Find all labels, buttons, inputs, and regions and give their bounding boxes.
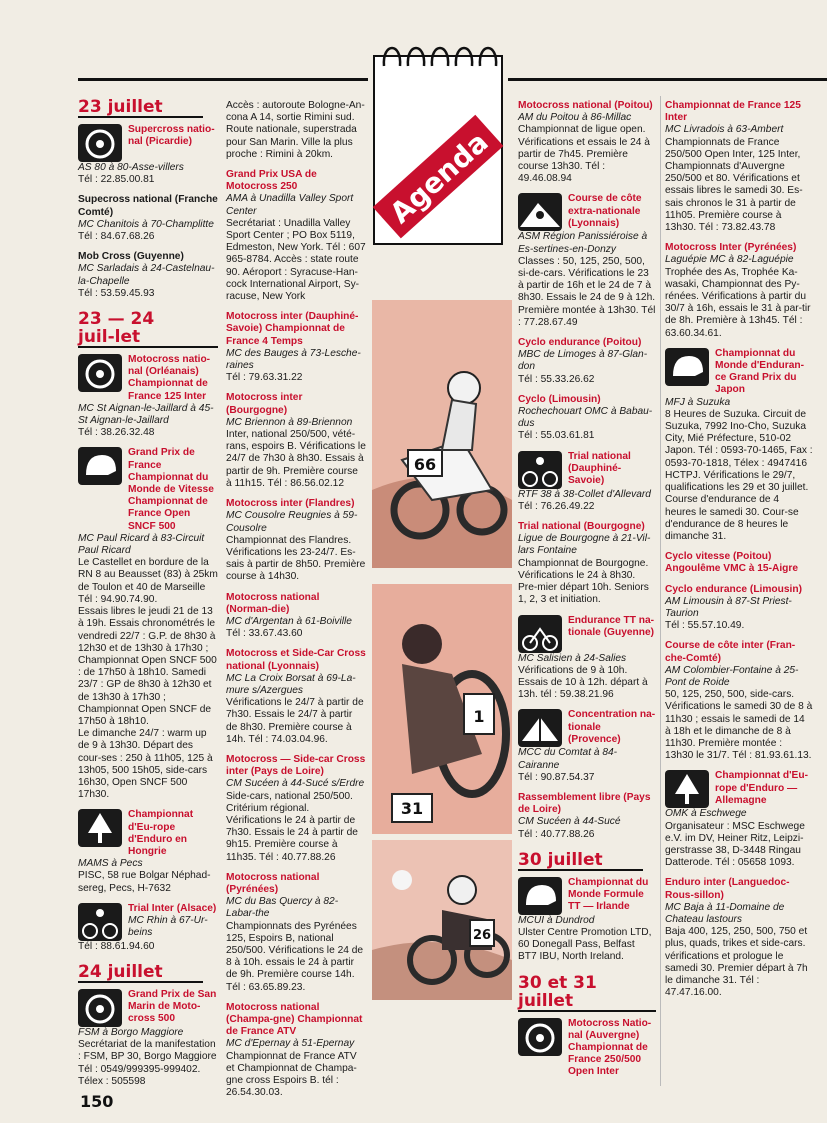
column-divider	[660, 96, 661, 1086]
event-club: MC Paul Ricard à 83-Circuit Paul Ricard	[78, 532, 205, 557]
event-body: Accès : autoroute Bologne-An-cona A 14, sortie Rimini sud. Route nationale, superstrada pour San Marin. Ville la plus proche : Rimini à 20km.	[226, 100, 365, 160]
event-entry	[665, 770, 813, 869]
event-body: Inter, national 250/500, vété-rans, espoirs B. Vérifications le 24/7 de 7h30 à 8h30. Essais à partir de 9h. Première course à 11h15. Tél : 86.56.02.12	[226, 429, 366, 489]
date-heading: 30 juillet	[518, 851, 643, 871]
event-title: Grand Prix de France Championnat du Monde de Vitesse Championnat de France Open SNCF 500	[128, 447, 214, 532]
header-rule-left	[78, 78, 368, 81]
event-body: Secrétariat : Unadilla Valley Sport Center ; PO Box 5119, Edmeston, New York. Tél : 607 965-8784. Accès : state route 90. Aéroport : Syracuse-Han-cock International Airport, Sy-racuse, New York	[226, 217, 366, 303]
event-body: Championnat de France ATV et Championnat de Champa-gne cross Espoirs B. tél : 26.54.30.03.	[226, 1050, 357, 1099]
event-club: MC La Croix Borsat à 69-La-mure s/Azergues	[226, 672, 356, 696]
event-tel: Tél : 53.59.45.93	[78, 287, 155, 299]
event-entry	[665, 640, 813, 762]
column-2	[226, 100, 366, 1107]
event-entry	[78, 447, 218, 801]
event-club: MC Sarladais à 24-Castelnau-la-Chapelle	[78, 263, 215, 287]
event-club: MC Cousolre Reugnies à 59-Cousolre	[226, 510, 358, 534]
event-tel: Tél : 79.63.31.22	[226, 372, 303, 384]
event-title: Championnat du Monde d'Enduran-ce Grand Prix du Japon	[715, 347, 805, 396]
agenda-label: Agenda	[383, 125, 495, 230]
date-heading: 23 juillet	[78, 98, 203, 118]
event-club: OMK à Eschwege	[665, 808, 747, 820]
event-entry	[665, 551, 813, 575]
tent-icon	[518, 709, 562, 747]
event-body: Trophée des As, Trophée Ka-wasaki, Championnat des Py-rénées. Vérifications à partir du 30/7 à 16h, essais le 31 à par-tir de 8h. Première à 13h45. Tél : 63.60.34.61.	[665, 266, 811, 339]
event-body: 50, 125, 250, 500, side-cars. Vérifications le samedi 30 de 8 à 11h30 ; essais le samedi de 14 à 18h et le dimanche de 8 à 11h30. Première montée : 13h30 le 31/7. Tél : 81.93.61.13.	[665, 689, 813, 762]
event-entry	[518, 615, 656, 702]
motorcycle-wheel-icon	[78, 989, 122, 1027]
event-club: MBC de Limoges à 87-Glan-don	[518, 349, 648, 373]
event-entry	[78, 251, 218, 300]
event-club: AMA à Unadilla Valley Sport Center	[226, 193, 354, 217]
event-tel: Tél : 40.77.88.26	[518, 828, 595, 840]
event-entry	[226, 1002, 366, 1100]
event-title: Championnat d'Eu-rope d'Enduro en Hongrie	[128, 809, 194, 857]
event-entry	[226, 311, 366, 384]
motocross-photo-2	[372, 584, 512, 834]
event-title: Concentration na-tionale (Provence)	[568, 709, 656, 745]
event-tel: Tél : 94.90.74.90.	[78, 593, 158, 605]
event-entry	[518, 792, 656, 841]
event-club: RTF 38 à 38-Collet d'Allevard	[518, 488, 651, 500]
event-body: Le dimanche 24/7 : warm up de 9 à 13h30. Départ des cour-ses : 250 à 11h05, 125 à 13h05, 500 15h05, side-cars 16h30, Open SNCF 500 17h30.	[78, 728, 213, 801]
enduro-rider-icon	[518, 615, 562, 653]
event-entry	[226, 872, 366, 994]
event-club: MCC du Comtat à 84-Cairanne	[518, 747, 618, 771]
event-entry	[226, 169, 366, 303]
helmet-icon	[665, 348, 709, 386]
event-entry	[226, 100, 366, 161]
event-tel: Tél : 76.26.49.22	[518, 500, 595, 512]
event-title: Motocross national (Norman-die)	[226, 591, 320, 615]
event-body: Classes : 50, 125, 250, 500, si-de-cars. Vérifications le 23 à partir de 16h et le 24 de 7 à 8h30. Essais le 24 de 9 à 12h. Première montée à 13h30. Tél : 77.28.67.49	[518, 255, 656, 328]
svg-text:26: 26	[472, 928, 492, 943]
trial-rider-icon	[518, 451, 562, 489]
event-title: Motocross inter (Bourgogne)	[226, 392, 303, 416]
event-title: Trial national (Dauphiné-Savoie)	[568, 450, 631, 487]
event-title: Supercross natio-nal (Picardie)	[128, 124, 215, 148]
event-entry	[518, 451, 656, 513]
event-entry	[78, 354, 218, 439]
event-club: FSM à Borgo Maggiore	[78, 1026, 184, 1038]
event-title: Motocross national (Pyrénées)	[226, 871, 320, 895]
event-club: Rochechouart OMC à Babau-dus	[518, 406, 653, 430]
event-title: Championnat du Monde Formule TT — Irlande	[568, 876, 649, 913]
event-club: AM Colombier-Fontaine à 25-Pont de Roide	[665, 664, 799, 688]
event-title: Grand Prix USA de Motocross 250	[226, 169, 317, 193]
event-club: Ligue de Bourgogne à 21-Vil-lars Fontaine	[518, 533, 651, 557]
event-body: Secrétariat de la manifestation : FSM, BP 30, Borgo Maggiore Tél : 0549/999395-999402. Télex : 505598	[78, 1039, 217, 1087]
event-club: MC d'Argentan à 61-Boiville	[226, 615, 352, 627]
event-entry	[518, 521, 656, 606]
event-title: Trial Inter (Alsace)	[128, 902, 217, 914]
event-entry	[226, 592, 366, 641]
event-title: Motocross — Side-car Cross inter (Pays de Loire)	[226, 753, 366, 778]
event-title: Course de côte inter (Fran-che-Comté)	[665, 640, 796, 664]
event-club: AM Limousin à 87-St Priest-Taurion	[665, 595, 792, 619]
event-club: MAMS à Pecs	[78, 858, 143, 870]
motocross-photo-3	[372, 840, 512, 1000]
event-body: Vérifications de 9 à 10h. Essais de 10 à 12h. départ à 13h. tél : 59.38.21.96	[518, 664, 648, 701]
event-body: Side-cars, national 250/500. Critérium régional. Vérifications le 24 à partir de 7h30. Essais le 24 à partir de 9h15. Première course à 11h35. Tél : 40.77.88.26	[226, 790, 358, 863]
event-title: Grand Prix de San Marin de Moto-cross 500	[128, 988, 217, 1025]
date-heading: 30 et 31 juillet	[518, 974, 656, 1012]
header-rule-right	[508, 78, 827, 81]
event-club: MC Briennon à 89-Briennon	[226, 416, 353, 428]
event-entry	[518, 193, 656, 329]
helmet-icon	[78, 447, 122, 485]
event-title: Motocross Natio-nal (Auvergne) Championnat de France 250/500 Open Inter	[568, 1017, 652, 1078]
event-title: Cyclo (Limousin)	[518, 393, 601, 405]
date-heading: 23 — 24 juil-let	[78, 310, 218, 348]
column-4	[665, 100, 813, 1007]
event-title: Mob Cross (Guyenne)	[78, 251, 184, 263]
hill-climb-icon	[518, 193, 562, 231]
event-club: AS 80 à 80-Asse-villers	[78, 162, 184, 173]
event-tel: Tél : 22.85.00.81	[78, 174, 155, 186]
event-body: Championnats des Pyrénées 125, Espoirs B, national 250/500. Vérifications le 24 de 8 à 10h. essais le 24 à partir de 9h. Première course 14h. Tél : 63.65.89.23.	[226, 920, 364, 993]
event-title: Motocross national (Champa-gne) Championnat de France ATV	[226, 1001, 363, 1038]
event-club: MFJ à Suzuka	[665, 396, 731, 408]
event-tel: Tél : 38.26.32.48	[78, 427, 155, 439]
column-3	[518, 100, 656, 1087]
event-title: Supecross national (Franche Comté)	[78, 194, 218, 218]
event-tel: Tél : 88.61.94.60	[78, 940, 155, 952]
column-1	[78, 96, 218, 1096]
date-heading: 24 juillet	[78, 963, 203, 983]
enduro-tree-icon	[78, 809, 122, 847]
event-club: MCUI à Dundrod	[518, 914, 595, 926]
event-title: Motocross natio-nal (Orléanais) Championnat de France 125 Inter	[128, 354, 211, 402]
event-body: Championnats de France 250/500 Open Inter, 125 Inter, Championnats d'Auvergne 250/500 et 80. Vérifications et essais libres le samedi 30. Es-sais chronos le 31 à partir de 11h05. Première course à 13h30. Tél : 73.82.43.78	[665, 136, 803, 234]
event-title: Championnat d'Eu-rope d'Enduro — Allemagne	[715, 770, 808, 806]
event-body: PISC, 58 rue Bolgar Néphad-sereg, Pecs, H-7632	[78, 870, 211, 894]
event-tel: Tél : 55.03.61.81	[518, 430, 595, 442]
event-body: Vérifications le 24/7 à partir de 7h30. Essais le 24/7 à partir de 8h30. Première course à 14h. Tél : 74.03.04.96.	[226, 697, 364, 745]
event-club: MC Salisien à 24-Salies	[518, 652, 627, 664]
event-entry	[78, 194, 218, 243]
event-body: Championnat des Flandres. Vérifications les 23-24/7. Es-sais à partir de 8h50. Première course à 14h30.	[226, 534, 366, 583]
event-club: AM du Poitou à 86-Millac	[518, 112, 632, 124]
event-entry	[518, 877, 656, 964]
motorcycle-wheel-icon	[518, 1018, 562, 1056]
motocross-photo-1	[372, 300, 512, 568]
motorcycle-wheel-icon	[78, 354, 122, 392]
event-club: ASM Région Panissiéroise à Es-sertines-en-Donzy	[518, 231, 648, 255]
event-entry	[665, 584, 813, 633]
event-body: 8 Heures de Suzuka. Circuit de Suzuka, 7992 Ino-Cho, Suzuka City, Mié Préfecture, 510-02 Japon. Tél : 0593-70-1465, Fax : 0593-70-1818, Télex : 4947416 HCTPJ. Vérifications le 29/7, qualifications les 29 et 30 juillet. Course d'endurance de 4 heures le samedi 30. Cour-se d'endurance de 8 heures le dimanche 31.	[665, 408, 813, 542]
event-club: CM Sucéen à 44-Sucé s/Erdre	[226, 778, 365, 790]
event-entry	[226, 754, 366, 864]
event-entry	[226, 392, 366, 490]
event-club: MC des Bauges à 73-Lesche-raines	[226, 347, 361, 372]
event-club: MC Rhin à 67-Ur-beins	[128, 914, 208, 939]
event-body: Baja 400, 125, 250, 500, 750 et plus, quads, trikes et side-cars. vérifications et prologue le samedi 30. Premier départ à 7h le dimanche 31. Tél : 47.47.16.00.	[665, 926, 808, 999]
event-body: Championnat de ligue open. Vérifications et essais le 24 à partir de 7h45. Première course 13h30. Tél : 49.46.08.94	[518, 124, 650, 185]
svg-text:1: 1	[473, 707, 485, 726]
event-club: CM Sucéen à 44-Sucé	[518, 816, 621, 828]
event-title: Motocross et Side-Car Cross national (Lyonnais)	[226, 648, 366, 672]
event-entry	[78, 903, 218, 953]
event-club: MC Chanitois à 70-Champlitte	[78, 218, 214, 230]
event-entry	[226, 648, 366, 746]
event-title: Course de côte extra-nationale (Lyonnais)	[568, 193, 642, 229]
event-tel: Tél : 55.57.10.49.	[665, 620, 745, 632]
event-body: Le Castellet en bordure de la RN 8 au Beausset (83) à 25km de Toulon et 40 de Marseille	[78, 557, 218, 593]
event-club: MC St Aignan-le-Jaillard à 45-St Aignan-le-Jaillard	[78, 402, 214, 427]
event-title: Motocross inter (Dauphiné-Savoie) Championnat de France 4 Temps	[226, 311, 359, 347]
event-title: Trial national (Bourgogne)	[518, 521, 645, 533]
event-title: Cyclo vitesse (Poitou) Angoulême VMC à 15-Aigre	[665, 551, 799, 575]
event-entry	[78, 124, 218, 186]
event-club: MC Baja à 11-Domaine de Chateau lastours	[665, 901, 785, 925]
event-entry	[665, 100, 813, 234]
event-title: Motocross inter (Flandres)	[226, 498, 355, 510]
event-entry	[518, 394, 656, 443]
event-entry	[518, 337, 656, 386]
enduro-tree-icon	[665, 770, 709, 808]
event-body: Championnat de Bourgogne. Vérifications le 24 à 8h30. Pre-mier départ 10h. Seniors 1, 2, 3 et initiation.	[518, 557, 649, 606]
event-entry	[226, 498, 366, 583]
event-club: Laguépie MC à 82-Laguépie	[665, 254, 794, 266]
event-body: Ulster Centre Promotion LTD, 60 Donegall Pass, Belfast BT7 IBU, North Ireland.	[518, 926, 652, 963]
event-entry	[78, 989, 218, 1088]
motorcycle-wheel-icon	[78, 124, 122, 162]
event-tel: Tél : 90.87.54.37	[518, 771, 595, 783]
event-title: Championnat de France 125 Inter	[665, 100, 801, 124]
event-entry	[665, 242, 813, 340]
event-tel: Tél : 55.33.26.62	[518, 373, 595, 385]
page-number: 150	[80, 1092, 114, 1111]
event-body: Organisateur : MSC Eschwege e.V. im DV, Heiner Ritz, Leipzi-gerstrasse 38, D-3448 Ringau Datterode. Tél : 05658 1093.	[665, 820, 805, 869]
agenda-notebook	[368, 38, 508, 248]
event-club: MC du Bas Quercy à 82-Labar-the	[226, 896, 339, 920]
event-title: Cyclo endurance (Limousin)	[665, 583, 802, 595]
event-entry	[518, 709, 656, 784]
event-entry	[665, 348, 813, 543]
event-club: MC d'Epernay à 51-Epernay	[226, 1038, 355, 1050]
event-title: Rassemblement libre (Pays de Loire)	[518, 791, 651, 816]
event-title: Cyclo endurance (Poitou)	[518, 337, 642, 349]
event-entry	[518, 100, 656, 185]
event-club: MC Livradois à 63-Ambert	[665, 124, 784, 136]
trial-rider-icon	[78, 903, 122, 941]
svg-text:31: 31	[400, 799, 424, 818]
event-entry	[518, 1018, 656, 1079]
event-entry	[78, 809, 218, 894]
helmet-icon	[518, 877, 562, 915]
event-entry	[665, 877, 813, 999]
event-title: Enduro inter (Languedoc-Rous-sillon)	[665, 877, 790, 901]
event-title: Motocross national (Poitou)	[518, 100, 653, 111]
svg-text:66: 66	[413, 455, 437, 474]
event-title: Endurance TT na-tionale (Guyenne)	[568, 614, 655, 638]
event-body: Essais libres le jeudi 21 de 13 à 19h. Essais chronométrés le vendredi 22/7 : G.P. de 8h30 à 12h30 et de 13h30 à 17h30 ; Championnat Open SNCF 500 : de 17h50 à 18h10. Samedi 23/7 : GP de 8h30 à 12h30 et de 13h30 à 17h30 ; Championnat Open SNCF de 17h50 à 18h10.	[78, 606, 217, 727]
event-tel: Tél : 84.67.68.26	[78, 231, 155, 243]
event-tel: Tél : 33.67.43.60	[226, 628, 303, 640]
event-title: Motocross Inter (Pyrénées)	[665, 242, 797, 254]
